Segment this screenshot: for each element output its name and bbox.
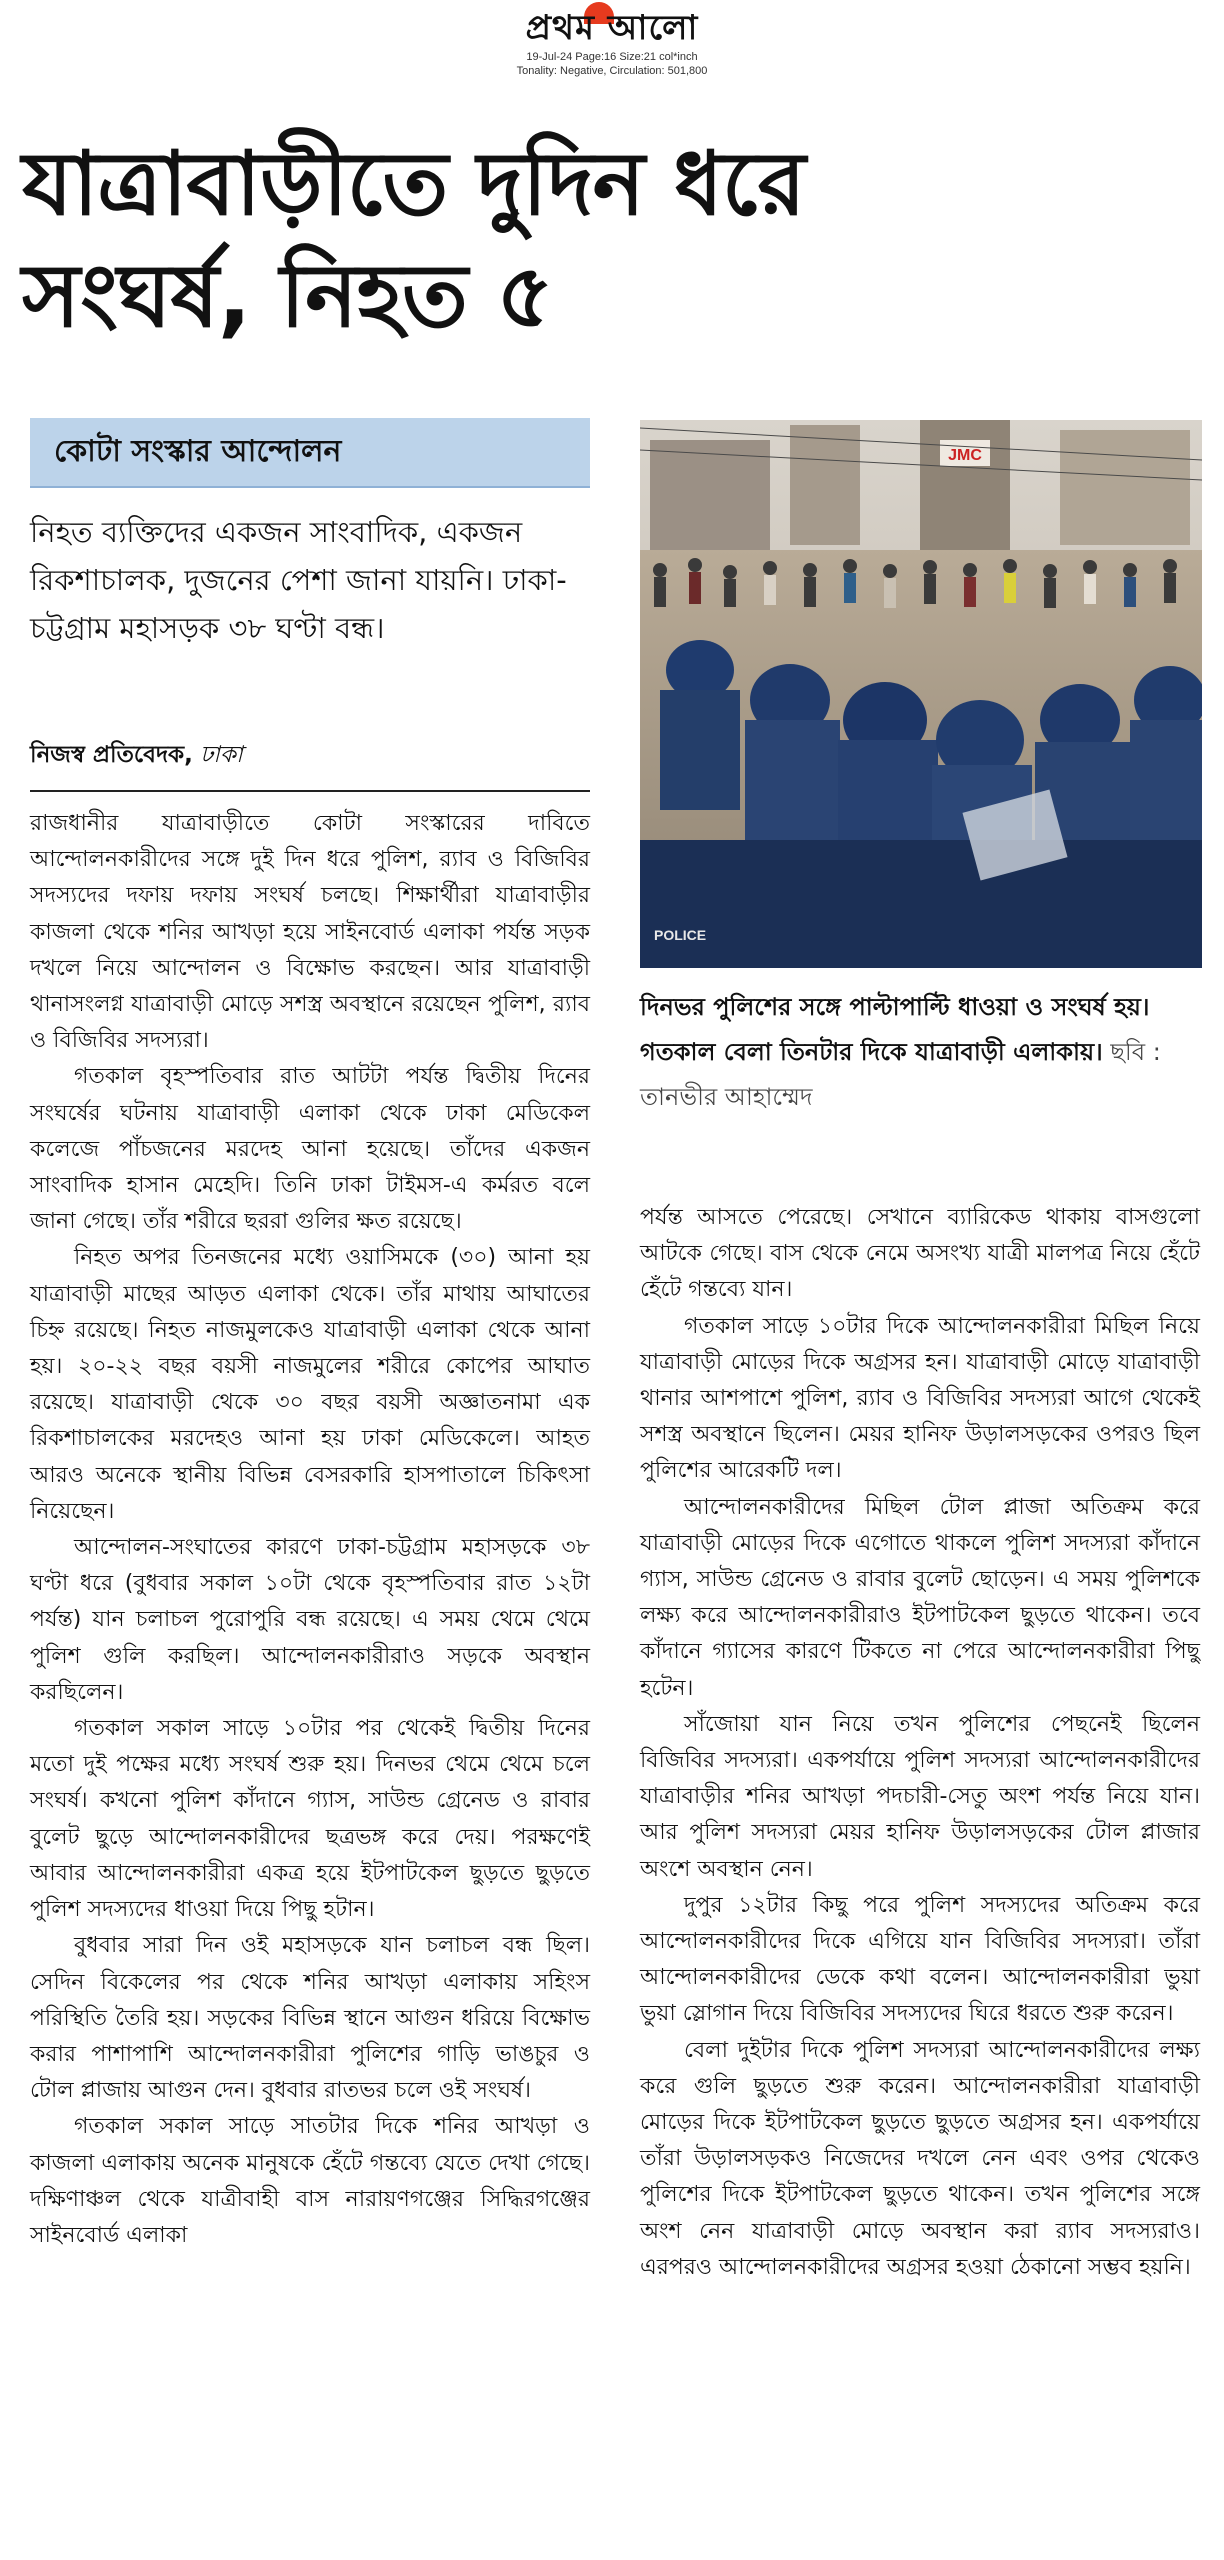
divider bbox=[30, 790, 590, 792]
building-far-right bbox=[1060, 430, 1190, 545]
body-paragraph: রাজধানীর যাত্রাবাড়ীতে কোটা সংস্কারের দাবিতে আন্দোলনকারীদের সঙ্গে দুই দিন ধরে পুলিশ, র‌্যাব ও বিজিবির সদস্যদের দফায় দফায় সংঘর্ষ চলছে। শিক্ষার্থীরা যাত্রাবাড়ীর কাজলা থেকে শনির আখড়া হয়ে সাইনবোর্ড এলাকা পর্যন্ত সড়ক দখলে নিয়ে আন্দোলন ও বিক্ষোভ করছেন। আর যাত্রাবাড়ী থানাসংলগ্ন যাত্রাবাড়ী মোড়ে সশস্ত্র অবস্থানে রয়েছেন পুলিশ, র‌্যাব ও বিজিবির সদস্যরা। bbox=[30, 811, 590, 1054]
body-paragraph: আন্দোলনকারীদের মিছিল টোল প্লাজা অতিক্রম করে যাত্রাবাড়ী মোড়ের দিকে এগোতে থাকলে পুলিশ সদস্যরা কাঁদানে গ্যাস, সাউন্ড গ্রেনেড ও রাবার বুলেট ছোড়েন। এ সময় পুলিশকে লক্ষ্য করে আন্দোলনকারীরাও ইটপাটকেল ছুড়তে থাকেন। তবে কাঁদানে গ্যাসের কারণে টিকতে না পেরে আন্দোলনকারীরা পিছু হটেন। bbox=[640, 1494, 1200, 1701]
body-paragraph: পর্যন্ত আসতে পেরেছে। সেখানে ব্যারিকেড থাকায় বাসগুলো আটকে গেছে। বাস থেকে নেমে অসংখ্য যাত্রী মালপত্র নিয়ে হেঁটে হেঁটে গন্তব্যে যান। bbox=[640, 1205, 1200, 1303]
body-paragraph: গতকাল বৃহস্পতিবার রাত আটটা পর্যন্ত দ্বিতীয় দিনের সংঘর্ষের ঘটনায় যাত্রাবাড়ী এলাকা থেকে ঢাকা মেডিকেল কলেজে পাঁচজনের মরদেহ আনা হয়েছে। তাঁদের একজন সাংবাদিক হাসান মেহেদি। তিনি ঢাকা টাইমস-এ কর্মরত বলে জানা গেছে। তাঁর শরীরে ছররা গুলির ক্ষত রয়েছে। bbox=[30, 1064, 590, 1235]
building-mid bbox=[790, 425, 860, 545]
body-paragraph: নিহত অপর তিনজনের মধ্যে ওয়াসিমকে (৩০) আনা হয় যাত্রাবাড়ী মাছের আড়ত এলাকা থেকে। তাঁর মাথায় আঘাতের চিহ্ন রয়েছে। নিহত নাজমুলকেও যাত্রাবাড়ী এলাকা থেকে আনা হয়। ২০-২২ বছর বয়সী নাজমুলের শরীরে কোপের আঘাত রয়েছে। যাত্রাবাড়ী থেকে ৩০ বছর বয়সী অজ্ঞাতনামা এক রিকশাচালকের মরদেহও আনা হয় ঢাকা মেডিকেলে। আহত আরও অনেকে স্থানীয় বিভিন্ন বেসরকারি হাসপাতালে চিকিৎসা নিয়েছেন। bbox=[30, 1245, 590, 1524]
body-paragraph: বেলা দুইটার দিকে পুলিশ সদস্যরা আন্দোলনকারীদের লক্ষ্য করে গুলি ছুড়তে শুরু করেন। আন্দোলনকারীরা যাত্রাবাড়ী মোড়ের দিকে ইটপাটকেল ছুড়তে ছুড়তে অগ্রসর হন। একপর্যায়ে তাঁরা উড়ালসড়কও নিজেদের দখলে নেন এবং ওপর থেকেও পুলিশের দিকে ইটপাটকেল ছুড়তে থাকেন। তখন পুলিশের সঙ্গে অংশ নেন যাত্রাবাড়ী মোড়ে অবস্থান করা র‌্যাব সদস্যরাও। এরপরও আন্দোলনকারীদের অগ্রসর হওয়া ঠেকানো সম্ভব হয়নি। bbox=[640, 2037, 1200, 2280]
police-vest-text: POLICE bbox=[654, 927, 707, 943]
body-paragraph: বুধবার সারা দিন ওই মহাসড়কে যান চলাচল বন্ধ ছিল। সেদিন বিকেলের পর থেকে শনির আখড়া এলাকায় সহিংস পরিস্থিতি তৈরি হয়। সড়কের বিভিন্ন স্থানে আগুন ধরিয়ে বিক্ষোভ করার পাশাপাশি আন্দোলনকারীরা পুলিশের গাড়ি ভাঙচুর ও টোল প্লাজায় আগুন দেন। বুধবার রাতভর চলে ওই সংঘর্ষ। bbox=[30, 1933, 590, 2104]
body-paragraph: গতকাল সকাল সাড়ে সাতটার দিকে শনির আখড়া ও কাজলা এলাকায় অনেক মানুষকে হেঁটে গন্তব্যে যেতে দেখা গেছে। দক্ষিণাঞ্চল থেকে যাত্রীবাহী বাস নারায়ণগঞ্জের সিদ্ধিরগঞ্জের সাইনবোর্ড এলাকা bbox=[30, 2114, 590, 2248]
byline-city: ঢাকা bbox=[200, 742, 243, 768]
photo-credit: ছবি : তানভীর আহাম্মেদ bbox=[640, 1038, 1161, 1111]
body-paragraph: দুপুর ১২টার কিছু পরে পুলিশ সদস্যদের অতিক্রম করে আন্দোলনকারীদের দিকে এগিয়ে যান বিজিবির সদস্যরা। তাঁরা আন্দোলনকারীদের ডেকে কথা বলেন। আন্দোলনকারীরা ভুয়া ভুয়া স্লোগান দিয়ে বিজিবির সদস্যদের ঘিরে ধরতে শুরু করেন। bbox=[640, 1892, 1200, 2027]
body-paragraph: সাঁজোয়া যান নিয়ে তখন পুলিশের পেছনেই ছিলেন বিজিবির সদস্যরা। একপর্যায়ে পুলিশ সদস্যরা আন্দোলনকারীদের যাত্রাবাড়ীর শনির আখড়া পদচারী-সেতু অংশ পর্যন্ত নিয়ে যান। আর পুলিশ সদস্যরা মেয়র হানিফ উড়ালসড়কের টোল প্লাজার অংশে অবস্থান নেন। bbox=[640, 1711, 1200, 1882]
building-right bbox=[920, 420, 1010, 550]
sign-text: JMC bbox=[948, 447, 982, 464]
caption-text: দিনভর পুলিশের সঙ্গে পাল্টাপাল্টি ধাওয়া ও সংঘর্ষ হয়। গতকাল বেলা তিনটার দিকে যাত্রাবাড়ী এলাকায়। bbox=[640, 993, 1150, 1066]
building-left bbox=[650, 440, 770, 550]
clipping-meta-tonality: Tonality: Negative, Circulation: 501,800 bbox=[516, 65, 708, 77]
body-paragraph: গতকাল সাড়ে ১০টার দিকে আন্দোলনকারীরা মিছিল নিয়ে যাত্রাবাড়ী মোড়ের দিকে অগ্রসর হন। যাত্রাবাড়ী মোড়ে যাত্রাবাড়ী থানার আশপাশে পুলিশ, র‌্যাব ও বিজিবির সদস্যরা আগে থেকেই সশস্ত্র অবস্থানে ছিলেন। মেয়র হানিফ উড়ালসড়কের ওপরও ছিল পুলিশের আরেকটি দল। bbox=[640, 1313, 1200, 1484]
byline-reporter: নিজস্ব প্রতিবেদক, bbox=[30, 742, 193, 768]
newspaper-logo bbox=[526, 6, 699, 50]
article-column-left bbox=[30, 806, 590, 2254]
summary-deck: নিহত ব্যক্তিদের একজন সাংবাদিক, একজন রিকশাচালক, দুজনের পেশা জানা যায়নি। ঢাকা-চট্টগ্রাম মহাসড়ক ৩৮ ঘণ্টা বন্ধ। bbox=[30, 515, 567, 645]
article-column-right bbox=[640, 1200, 1200, 2286]
photo-caption bbox=[640, 985, 1200, 1120]
body-paragraph: গতকাল সকাল সাড়ে ১০টার পর থেকেই দ্বিতীয় দিনের মতো দুই পক্ষের মধ্যে সংঘর্ষ শুরু হয়। দিনভর থেমে থেমে চলে সংঘর্ষ। কখনো পুলিশ কাঁদানে গ্যাস, সাউন্ড গ্রেনেড ও রাবার বুলেট ছুড়ে আন্দোলনকারীদের ছত্রভঙ্গ করে দেয়। পরক্ষণেই আবার আন্দোলনকারীরা একত্র হয়ে ইটপাটকেল ছুড়তে ছুড়তে পুলিশ সদস্যদের ধাওয়া দিয়ে পিছু হটান। bbox=[30, 1716, 590, 1923]
masthead bbox=[0, 6, 1224, 78]
kicker-label: কোটা সংস্কার আন্দোলন bbox=[30, 418, 590, 488]
byline bbox=[30, 735, 590, 775]
headline-line-2: সংঘর্ষ, নিহত ৫ bbox=[22, 244, 553, 347]
clipping-meta-date: 19-Jul-24 Page:16 Size:21 col*inch bbox=[526, 51, 698, 63]
logo-text: প্রথম আলো bbox=[525, 8, 699, 48]
riot-police-photo bbox=[640, 420, 1202, 968]
headline-line-1: যাত্রাবাড়ীতে দুদিন ধরে bbox=[22, 132, 805, 235]
news-photo bbox=[640, 420, 1202, 968]
body-paragraph: আন্দোলন-সংঘাতের কারণে ঢাকা-চট্টগ্রাম মহাসড়কে ৩৮ ঘণ্টা ধরে (বুধবার সকাল ১০টা থেকে বৃহস্পতিবার রাত ১২টা পর্যন্ত) যান চলাচল পুরোপুরি বন্ধ রয়েছে। এ সময় থেমে থেমে পুলিশ গুলি করছিল। আন্দোলনকারীরাও সড়কে অবস্থান করছিলেন। bbox=[30, 1535, 590, 1705]
headline bbox=[22, 128, 1202, 352]
